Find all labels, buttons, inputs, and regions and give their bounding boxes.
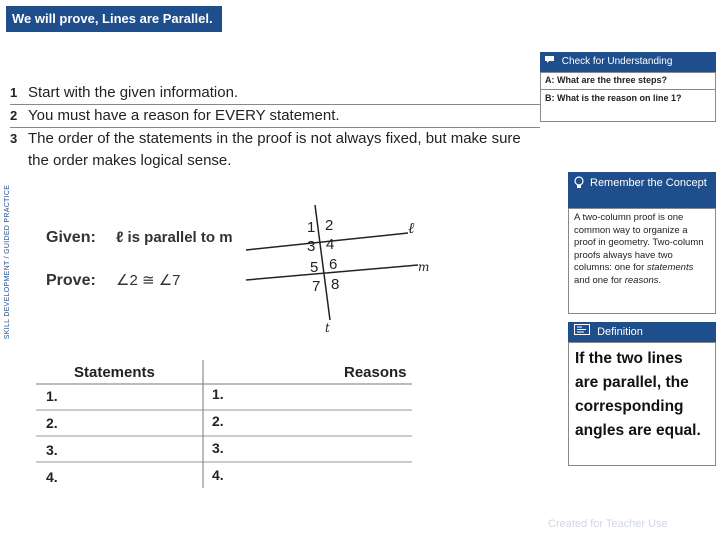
statement-row-number: 1. xyxy=(46,388,58,404)
line-l-label: ℓ xyxy=(408,219,415,237)
statement-row-number: 2. xyxy=(46,415,58,431)
reason-row-number: 1. xyxy=(212,386,224,402)
step-number: 2 xyxy=(10,108,18,123)
statements-header: Statements xyxy=(74,364,155,381)
cfu-header xyxy=(540,52,716,72)
angle-4-label: 4 xyxy=(326,236,335,253)
reason-row-number: 3. xyxy=(212,440,224,456)
given-label: Given: xyxy=(46,229,96,246)
step-number: 3 xyxy=(10,131,18,146)
remember-text: . xyxy=(658,274,662,286)
angle-8-label: 8 xyxy=(331,276,340,293)
parallel-lines-diagram xyxy=(28,205,458,345)
step-item xyxy=(10,104,540,127)
prove-text: ∠2 ≅ ∠7 xyxy=(116,272,181,289)
step-text: Start with the given information. xyxy=(28,84,239,101)
proof-table xyxy=(36,360,412,488)
angle-3-label: 3 xyxy=(307,238,316,255)
step-item xyxy=(10,127,540,172)
angle-1-label: 1 xyxy=(307,219,316,236)
reason-row-number: 2. xyxy=(212,413,224,429)
step-text: The order of the statements in the proof is not always fixed, but make sure the order makes logical sense. xyxy=(28,130,521,169)
reasons-header: Reasons xyxy=(344,364,407,381)
remember-text: A two-column proof is one common way to organize a proof in geometry. Two-column proofs always have two columns: one for xyxy=(574,212,704,273)
step-number: 1 xyxy=(10,85,18,100)
speech-bubble-icon xyxy=(544,52,555,72)
statement-row-number: 4. xyxy=(46,469,58,485)
line-m-label: m xyxy=(418,260,430,274)
reason-row-number: 4. xyxy=(212,467,224,483)
page-title: We will prove, Lines are Parallel. xyxy=(6,6,222,32)
steps-list xyxy=(10,82,540,172)
step-text: You must have a reason for EVERY statement. xyxy=(28,107,340,124)
remember-emphasis: reasons xyxy=(624,274,659,286)
remember-text: and one for xyxy=(574,274,625,286)
angle-6-label: 6 xyxy=(329,256,338,273)
statement-row-number: 3. xyxy=(46,442,58,458)
side-section-label: SKILL DEVELOPMENT / GUIDED PRACTICE xyxy=(4,184,11,340)
line-t-label: t xyxy=(325,321,330,335)
remember-body xyxy=(568,208,716,314)
remember-title: Remember the Concept xyxy=(590,177,707,189)
prove-label: Prove: xyxy=(46,272,96,289)
definition-icon xyxy=(574,322,590,342)
angle-2-label: 2 xyxy=(325,217,334,234)
cfu-question-a: A: What are the three steps? xyxy=(540,72,716,90)
cfu-question-b: B: What is the reason on line 1? xyxy=(540,90,716,122)
remember-emphasis: statements xyxy=(646,262,694,273)
definition-body: If the two lines are parallel, the corresponding angles are equal. xyxy=(568,342,716,466)
cfu-title: Check for Understanding xyxy=(561,56,673,67)
lightbulb-icon xyxy=(574,176,584,195)
definition-header xyxy=(568,322,716,342)
definition-title: Definition xyxy=(597,326,643,338)
footer-note: Created for Teacher Use xyxy=(548,518,668,530)
angle-5-label: 5 xyxy=(310,259,319,276)
step-item xyxy=(10,82,540,104)
given-text: ℓ is parallel to m xyxy=(116,229,233,246)
remember-header xyxy=(568,172,716,208)
angle-7-label: 7 xyxy=(312,278,321,295)
